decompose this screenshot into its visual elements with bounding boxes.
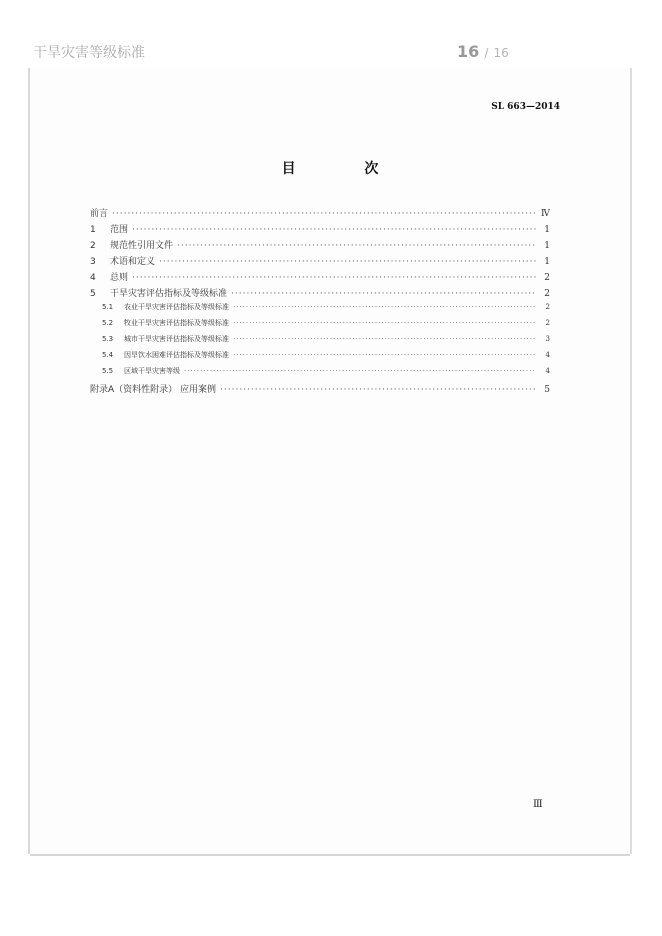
toc-entry-title: 因旱饮水困难评估指标及等级标准	[124, 351, 229, 359]
toc-entry[interactable]	[90, 382, 550, 398]
toc-entry[interactable]	[90, 286, 550, 302]
toc-entry[interactable]	[90, 318, 550, 334]
toc-entry-page: Ⅳ	[541, 209, 550, 219]
toc-entry[interactable]	[90, 350, 550, 366]
toc-dot-leader	[233, 351, 536, 359]
toc-entry-number: 3	[90, 257, 96, 267]
toc-entry-page: 3	[545, 335, 550, 343]
toc-entry-page: 5	[544, 385, 550, 395]
toc-heading: 目 次	[281, 161, 411, 177]
toc-entry[interactable]	[90, 206, 550, 222]
toc-dot-leader	[132, 225, 536, 235]
toc-dot-leader	[233, 303, 536, 311]
viewer-header	[0, 0, 662, 70]
toc-entry[interactable]	[90, 270, 550, 286]
total-page-count: 16	[493, 46, 509, 60]
document-title: 干旱灾害等级标准	[33, 45, 145, 61]
toc-dot-leader	[220, 385, 536, 395]
toc-entry-number: 5.5	[102, 367, 114, 375]
toc-entry-title: 总则	[110, 273, 129, 283]
toc-entry-title: 术语和定义	[110, 257, 156, 267]
toc-entry-page: 4	[545, 351, 550, 359]
toc-entry[interactable]	[90, 254, 550, 270]
toc-entry-page: 2	[544, 289, 550, 299]
toc-entry-page: 2	[544, 273, 550, 283]
toc-entry-page: 1	[544, 241, 550, 251]
toc-entry-title: 牧业干旱灾害评估指标及等级标准	[124, 319, 229, 327]
toc-entry-number: 5.4	[102, 351, 114, 359]
page-indicator	[457, 42, 509, 61]
document-page	[30, 68, 630, 854]
toc-entry-page: 2	[545, 319, 550, 327]
toc-entry-number: 5.3	[102, 335, 114, 343]
toc-entry-page: 4	[545, 367, 550, 375]
toc-entry-number: 2	[90, 241, 96, 251]
toc-entry[interactable]	[90, 366, 550, 382]
toc-entry-number: 4	[90, 273, 96, 283]
standard-code: SL 663—2014	[491, 102, 560, 112]
toc-entry-title: 规范性引用文件	[110, 241, 174, 251]
toc-dot-leader	[159, 257, 536, 267]
toc-entry-title: 范围	[110, 225, 129, 235]
toc-entry[interactable]	[90, 238, 550, 254]
toc-entry[interactable]	[90, 334, 550, 350]
toc-entry-page: 1	[544, 257, 550, 267]
page-separator: /	[484, 46, 489, 60]
toc-entry[interactable]	[90, 302, 550, 318]
toc-dot-leader	[231, 289, 536, 299]
toc-entry-number: 5.1	[102, 303, 114, 311]
toc-dot-leader	[184, 367, 536, 375]
toc-dot-leader	[233, 335, 536, 343]
toc-dot-leader	[177, 241, 536, 251]
toc-dot-leader	[132, 273, 536, 283]
page-folio: Ⅲ	[533, 799, 543, 810]
toc-entry-title: 干旱灾害评估指标及等级标准	[110, 289, 228, 299]
toc-dot-leader	[233, 319, 536, 327]
toc-entry-number: 5.2	[102, 319, 114, 327]
toc-entry-title: 农业干旱灾害评估指标及等级标准	[124, 303, 229, 311]
table-of-contents	[90, 206, 550, 398]
toc-entry-title: 附录A（资料性附录） 应用案例	[90, 385, 217, 395]
toc-entry[interactable]	[90, 222, 550, 238]
toc-entry-page: 2	[545, 303, 550, 311]
current-page-number: 16	[457, 42, 480, 61]
toc-dot-leader	[112, 209, 536, 219]
toc-entry-title: 城市干旱灾害评估指标及等级标准	[124, 335, 229, 343]
toc-entry-number: 5	[90, 289, 96, 299]
toc-entry-page: 1	[544, 225, 550, 235]
toc-entry-title: 区域干旱灾害等级	[124, 367, 180, 375]
toc-entry-number: 1	[90, 225, 96, 235]
toc-entry-title: 前言	[90, 209, 109, 219]
